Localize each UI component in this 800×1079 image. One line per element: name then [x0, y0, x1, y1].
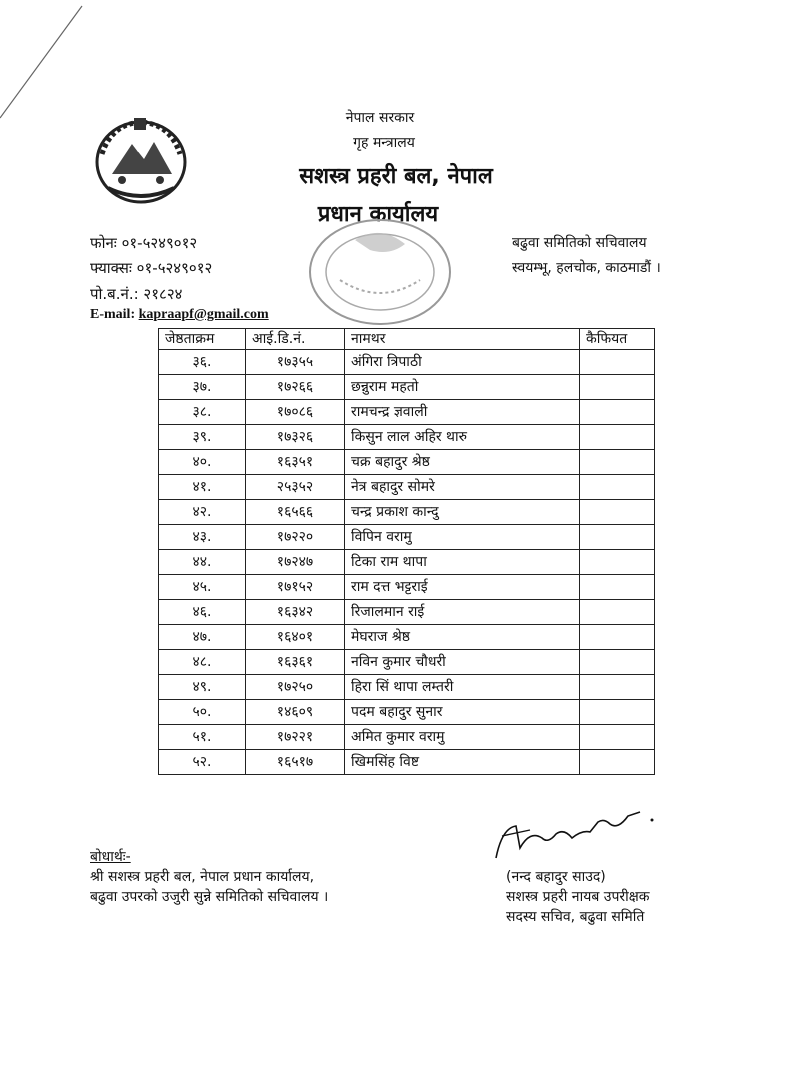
table-row: [159, 375, 655, 400]
table-row: [159, 400, 655, 425]
ministry-heading: गृह मन्त्रालय: [353, 135, 415, 151]
remarks-cell: [580, 675, 655, 700]
id-cell: १६४०१: [246, 625, 345, 650]
rank-cell: ५०.: [159, 700, 246, 725]
table-header-row: [159, 329, 655, 350]
secretariat-address: स्वयम्भू, हलचोक, काठमाडौं ।: [512, 260, 661, 276]
remarks-cell: [580, 525, 655, 550]
table-row: [159, 475, 655, 500]
name-cell: खिमसिंह विष्ट: [345, 750, 580, 775]
rank-cell: ३९.: [159, 425, 246, 450]
remarks-cell: [580, 725, 655, 750]
promotion-list-table: [158, 328, 655, 775]
name-cell: चन्द्र प्रकाश कान्दु: [345, 500, 580, 525]
official-stamp-icon: [300, 210, 460, 330]
rank-cell: ३७.: [159, 375, 246, 400]
rank-cell: ४७.: [159, 625, 246, 650]
rank-cell: ४२.: [159, 500, 246, 525]
id-cell: १७३५५: [246, 350, 345, 375]
table-row: [159, 450, 655, 475]
id-cell: १६३६१: [246, 650, 345, 675]
office-title: प्रधान कार्यालय: [317, 202, 439, 227]
email-line: [90, 307, 269, 323]
header-rank: जेष्ठताक्रम: [159, 329, 246, 350]
remarks-cell: [580, 550, 655, 575]
table-row: [159, 600, 655, 625]
name-cell: पदम बहादुर सुनार: [345, 700, 580, 725]
id-cell: १७२२१: [246, 725, 345, 750]
table-row: [159, 700, 655, 725]
rank-cell: ४३.: [159, 525, 246, 550]
secretariat-name: बढुवा समितिको सचिवालय: [512, 235, 647, 251]
email-link[interactable]: kapraapf@gmail.com: [138, 307, 269, 322]
name-cell: नविन कुमार चौधरी: [345, 650, 580, 675]
signatory-title: सशस्त्र प्रहरी नायब उपरीक्षक: [506, 889, 650, 905]
table-row: [159, 425, 655, 450]
rank-cell: ४४.: [159, 550, 246, 575]
rank-cell: ४१.: [159, 475, 246, 500]
remarks-cell: [580, 650, 655, 675]
remarks-cell: [580, 375, 655, 400]
id-cell: १४६०९: [246, 700, 345, 725]
name-cell: छन्नुराम महतो: [345, 375, 580, 400]
rank-cell: ४८.: [159, 650, 246, 675]
id-cell: १६३५१: [246, 450, 345, 475]
po-box: पो.ब.नं.: २१८२४: [90, 285, 183, 303]
government-heading: नेपाल सरकार: [345, 110, 415, 126]
name-cell: किसुन लाल अहिर थारु: [345, 425, 580, 450]
table-row: [159, 500, 655, 525]
header-remarks: कैफियत: [580, 329, 655, 350]
name-cell: विपिन वरामु: [345, 525, 580, 550]
rank-cell: ४९.: [159, 675, 246, 700]
rank-cell: ३६.: [159, 350, 246, 375]
remarks-cell: [580, 575, 655, 600]
table-row: [159, 750, 655, 775]
remarks-cell: [580, 500, 655, 525]
phone-number: फोनः ०१-५२४९०१२: [90, 234, 198, 252]
name-cell: नेत्र बहादुर सोमरे: [345, 475, 580, 500]
id-cell: २५३५२: [246, 475, 345, 500]
rank-cell: ४०.: [159, 450, 246, 475]
remarks-cell: [580, 400, 655, 425]
id-cell: १७२६६: [246, 375, 345, 400]
id-cell: १६३४२: [246, 600, 345, 625]
name-cell: अंगिरा त्रिपाठी: [345, 350, 580, 375]
rank-cell: ४५.: [159, 575, 246, 600]
handwritten-signature-icon: [490, 808, 670, 868]
remarks-cell: [580, 625, 655, 650]
remarks-cell: [580, 475, 655, 500]
table-row: [159, 525, 655, 550]
reference-line-2: बढुवा उपरको उजुरी सुन्ने समितिको सचिवालय ।: [90, 889, 329, 905]
table-row: [159, 675, 655, 700]
id-cell: १६५१७: [246, 750, 345, 775]
name-cell: रामचन्द्र ज्ञवाली: [345, 400, 580, 425]
header-name: नामथर: [345, 329, 580, 350]
rank-cell: ३८.: [159, 400, 246, 425]
id-cell: १७२२०: [246, 525, 345, 550]
name-cell: राम दत्त भट्टराई: [345, 575, 580, 600]
id-cell: १७३२६: [246, 425, 345, 450]
reference-heading: बोधार्थः-: [90, 849, 131, 865]
name-cell: मेघराज श्रेष्ठ: [345, 625, 580, 650]
rank-cell: ४६.: [159, 600, 246, 625]
table-row: [159, 725, 655, 750]
name-cell: टिका राम थापा: [345, 550, 580, 575]
table-row: [159, 550, 655, 575]
header-id: आई.डि.नं.: [246, 329, 345, 350]
table-row: [159, 625, 655, 650]
remarks-cell: [580, 600, 655, 625]
remarks-cell: [580, 425, 655, 450]
table-row: [159, 650, 655, 675]
remarks-cell: [580, 750, 655, 775]
fax-number: फ्याक्सः ०१-५२४९०१२: [90, 259, 213, 277]
id-cell: १६५६६: [246, 500, 345, 525]
signatory-role: सदस्य सचिव, बढुवा समिति: [506, 909, 645, 925]
email-label: E-mail:: [90, 307, 136, 322]
id-cell: १७२५०: [246, 675, 345, 700]
id-cell: १७०८६: [246, 400, 345, 425]
remarks-cell: [580, 450, 655, 475]
name-cell: अमित कुमार वरामु: [345, 725, 580, 750]
remarks-cell: [580, 700, 655, 725]
name-cell: चक्र बहादुर श्रेष्ठ: [345, 450, 580, 475]
rank-cell: ५२.: [159, 750, 246, 775]
name-cell: हिरा सिं थापा लम्तरी: [345, 675, 580, 700]
remarks-cell: [580, 350, 655, 375]
id-cell: १७२४७: [246, 550, 345, 575]
table-row: [159, 350, 655, 375]
signatory-name: (नन्द बहादुर साउद): [506, 869, 606, 885]
table-row: [159, 575, 655, 600]
reference-line-1: श्री सशस्त्र प्रहरी बल, नेपाल प्रधान कार्यालय,: [90, 869, 315, 885]
rank-cell: ५१.: [159, 725, 246, 750]
organization-title: सशस्त्र प्रहरी बल, नेपाल: [299, 164, 493, 189]
id-cell: १७१५२: [246, 575, 345, 600]
name-cell: रिजालमान राई: [345, 600, 580, 625]
